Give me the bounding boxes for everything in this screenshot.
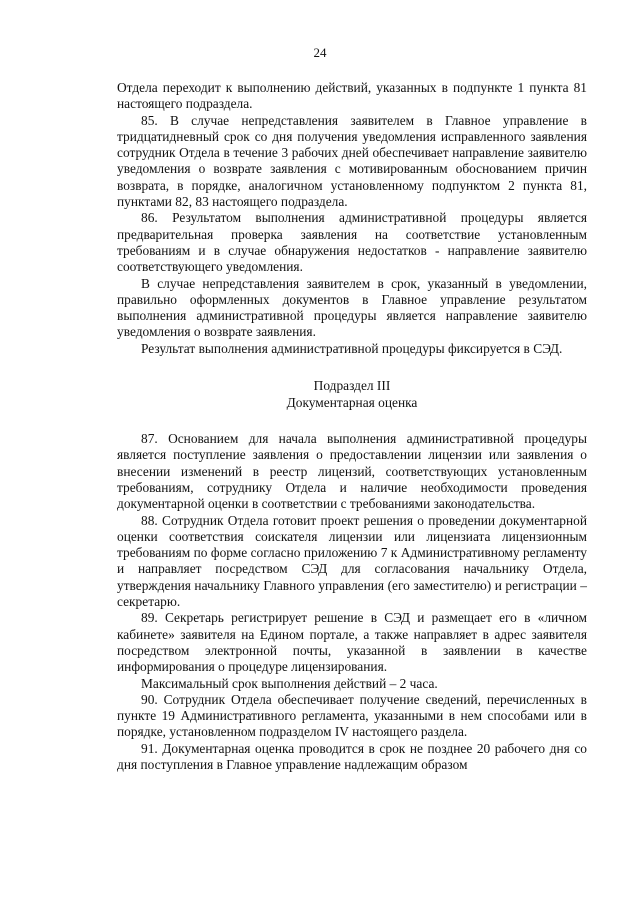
page-number: 24 [313, 45, 327, 60]
section-subtitle: Документарная оценка [286, 395, 418, 411]
paragraph-86: 86. Результатом выполнения административной процедуры является предварительная проверка заявления на соответствие установленным требованиям и в случае обнаружения недостатков - направление заявителю соответствующего уведомления. [117, 210, 587, 275]
paragraph-91: 91. Документарная оценка проводится в срок не позднее 20 рабочего дня со дня поступления в Главное управление надлежащим образом [117, 740, 587, 772]
document-body [117, 80, 587, 773]
paragraph-89-term: Максимальный срок выполнения действий – 2 часа. [141, 675, 438, 691]
paragraph-88: 88. Сотрудник Отдела готовит проект решения о проведении документарной оценки соответствия соискателя лицензии или лицензиата лицензионным требованиям по форме согласно приложению 7 к Административному регламенту и направляет посредством СЭД для согласования начальнику Отдела, утверждения начальнику Главного управления (его заместителю) и регистрации – секретарю. [117, 512, 587, 610]
paragraph-86-cont: В случае непредставления заявителем в срок, указанный в уведомлении, правильно оформленных документов в Главное управление результатом выполнения административной процедуры является направление заявителю уведомления о возврате заявления. [117, 275, 587, 340]
section-heading [117, 377, 587, 411]
paragraph-85: 85. В случае непредставления заявителем в Главное управление в тридцатидневный срок со дня получения уведомления исправленного заявления сотрудник Отдела в течение 3 рабочих дней обеспечивает направление заявителю уведомления о возврате заявления с мотивированным обоснованием причин возврата, в порядке, аналогичном установленному подпунктом 2 пункта 81, пунктами 82, 83 настоящего подраздела. [117, 112, 587, 210]
paragraph-87: 87. Основанием для начала выполнения административной процедуры является поступление заявления о предоставлении лицензии или заявления о внесении изменений в реестр лицензий, соответствующих установленным требованиям, сотруднику Отдела и наличие необходимости проведения документарной оценки в соответствии с требованиями законодательства. [117, 431, 587, 512]
paragraph-89: 89. Секретарь регистрирует решение в СЭД и размещает его в «личном кабинете» заявителя на Едином портале, а также направляет в адрес заявителя посредством электронной почты, указанной в заявлении в качестве информирования о процедуре лицензирования. [117, 610, 587, 675]
section-title: Подраздел III [313, 378, 391, 394]
paragraph-continuation: Отдела переходит к выполнению действий, указанных в подпункте 1 пункта 81 настоящего подраздела. [117, 80, 587, 112]
paragraph-90: 90. Сотрудник Отдела обеспечивает получение сведений, перечисленных в пункте 19 Административного регламента, указанными в нем способами или в порядке, установленном подразделом IV настоящего раздела. [117, 691, 587, 740]
paragraph-86-result: Результат выполнения административной процедуры фиксируется в СЭД. [141, 340, 563, 356]
